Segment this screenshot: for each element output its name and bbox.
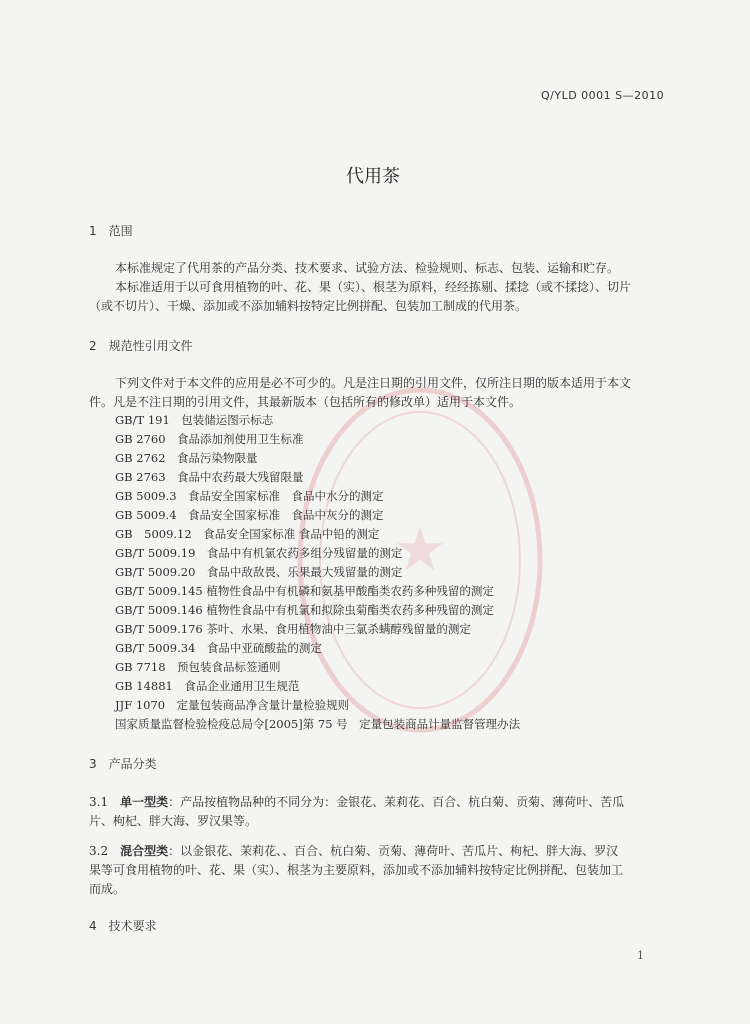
clause-3-2-line-3: 而成。: [89, 882, 126, 896]
clause-number: 3.2: [89, 844, 121, 858]
reference-item: GB/T 5009.34 食品中亚硫酸盐的测定: [115, 641, 322, 655]
reference-item: GB 14881 食品企业通用卫生规范: [115, 679, 300, 693]
section-1-paragraph-1: 本标准规定了代用茶的产品分类、技术要求、试验方法、检验规则、标志、包装、运输和贮存。: [115, 261, 620, 275]
reference-item: GB/T 191 包装储运图示标志: [115, 413, 274, 427]
svg-text:★: ★: [393, 515, 447, 585]
section-2-heading: 2 规范性引用文件: [89, 339, 193, 353]
reference-item: GB/T 5009.20 食品中敌敌畏、乐果最大残留量的测定: [115, 565, 403, 579]
reference-item: GB 2760 食品添加剂使用卫生标准: [115, 432, 304, 446]
reference-item: GB/T 5009.19 食品中有机氯农药多组分残留量的测定: [115, 546, 403, 560]
section-1-paragraph-2-line-2: （或不切片）、干燥、添加或不添加辅料按特定比例拼配、包装加工制成的代用茶。: [89, 299, 528, 313]
reference-item: GB/T 5009.176 茶叶、水果、食用植物油中三氯杀螨醇残留量的测定: [115, 622, 471, 636]
reference-item: GB 2762 食品污染物限量: [115, 451, 258, 465]
clause-label: 单一型类: [120, 795, 169, 809]
reference-item: GB/T 5009.146 植物性食品中有机氯和拟除虫菊酯类农药多种残留的测定: [115, 603, 494, 617]
clause-text: ：以金银花、茉莉花、、百合、杭白菊、贡菊、薄荷叶、苦瓜片、枸杞、胖大海、罗汉: [168, 844, 619, 858]
section-3-heading: 3 产品分类: [89, 757, 157, 771]
section-1-paragraph-2-line-1: 本标准适用于以可食用植物的叶、花、果（实）、根茎为原料，经经拣剔、揉捻（或不揉捻）、切片: [115, 280, 632, 294]
section-2-intro-line-2: 件。凡是不注日期的引用文件，其最新版本（包括所有的修改单）适用于本文件。: [89, 395, 522, 409]
clause-3-1-line-1: [89, 793, 624, 810]
clause-number: 3.1: [89, 795, 121, 809]
reference-item: GB 7718 预包装食品标签通则: [115, 660, 281, 674]
section-2-intro-line-1: 下列文件对于本文件的应用是必不可少的。凡是注日期的引用文件，仅所注日期的版本适用于本文: [115, 376, 632, 390]
reference-item: GB 2763 食品中农药最大残留限量: [115, 470, 304, 484]
reference-item: GB 5009.3 食品安全国家标准 食品中水分的测定: [115, 489, 384, 503]
reference-item: 国家质量监督检验检疫总局令[2005]第 75 号 定量包装商品计量监督管理办法: [115, 717, 521, 731]
document-number: Q/YLD 0001 S—2010: [541, 89, 665, 102]
clause-text: ：产品按植物品种的不同分为：金银花、茉莉花、百合、杭白菊、贡菊、薄荷叶、苦瓜: [168, 795, 625, 809]
clause-3-2-line-2: 果等可食用植物的叶、花、果（实）、根茎为主要原料，添加或不添加辅料按特定比例拼配、包装加工: [89, 863, 624, 877]
section-4-heading: 4 技术要求: [89, 919, 157, 933]
clause-label: 混合型类: [120, 844, 169, 858]
clause-3-2-line-1: [89, 842, 618, 859]
section-1-heading: 1 范围: [89, 224, 133, 238]
clause-3-1-line-2: 片、枸杞、胖大海、罗汉果等。: [89, 814, 258, 828]
reference-item: GB/T 5009.145 植物性食品中有机磷和氨基甲酸酯类农药多种残留的测定: [115, 584, 494, 598]
reference-item: GB 5009.4 食品安全国家标准 食品中灰分的测定: [115, 508, 384, 522]
page-number: 1: [637, 949, 644, 962]
reference-item: JJF 1070 定量包装商品净含量计量检验规则: [115, 698, 350, 712]
reference-item: GB 5009.12 食品安全国家标准 食品中铅的测定: [115, 527, 380, 541]
document-title: 代用茶: [346, 166, 400, 187]
